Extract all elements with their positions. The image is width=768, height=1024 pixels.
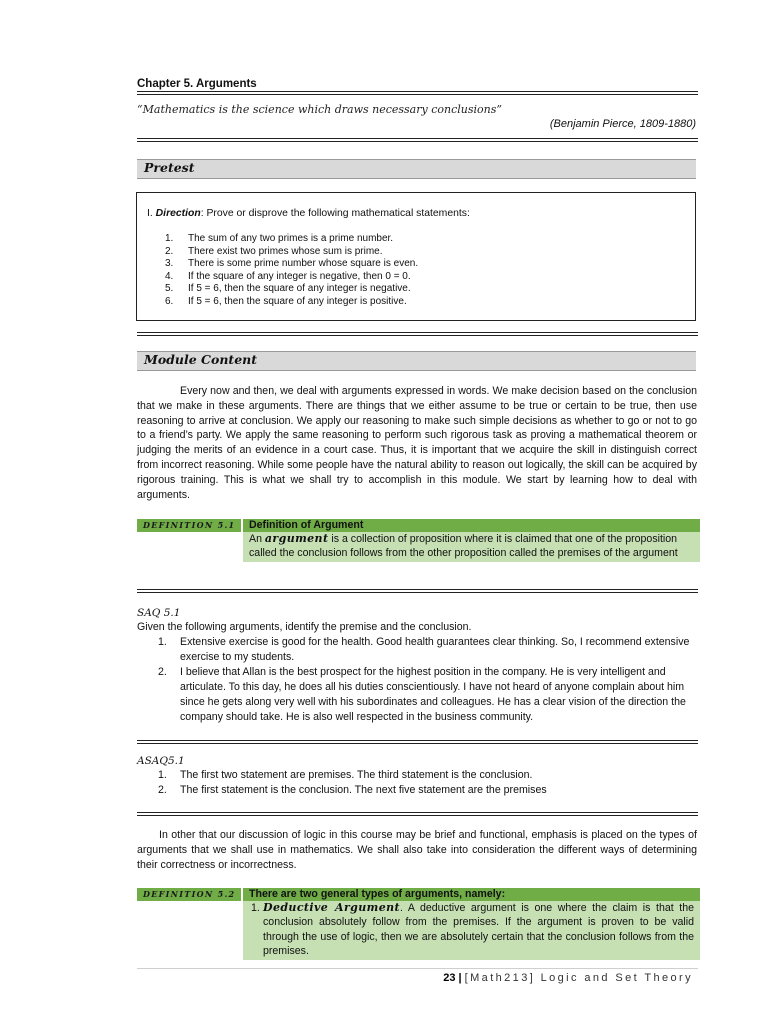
module-heading xyxy=(137,351,696,371)
course-title: [Math213] Logic and Set Theory xyxy=(464,972,693,984)
item-number: 4. xyxy=(165,270,174,282)
definition-text: . A deductive argument is one where the claim is that the conclusion absolutely follow from the premises. If the argument is proven to be valid through the use of logic, then we are absolutely certain that the conclusion follows from the premises. xyxy=(263,902,694,958)
definition-body xyxy=(241,532,700,562)
page-number: 23 xyxy=(443,972,456,984)
page-footer xyxy=(443,971,693,986)
list-item xyxy=(158,783,698,798)
list-item xyxy=(165,271,418,284)
direction-prefix: I. xyxy=(147,208,156,219)
item-number: 2. xyxy=(158,666,167,678)
footer-divider xyxy=(137,968,698,969)
definition-5-2 xyxy=(137,888,700,960)
list-item xyxy=(165,258,418,271)
epigraph-divider xyxy=(137,138,698,142)
item-text: If 5 = 6, then the square of any integer is positive. xyxy=(188,295,407,307)
definition-item-text xyxy=(263,901,694,959)
definition-title: There are two general types of arguments, namely: xyxy=(241,888,700,901)
list-item xyxy=(165,233,418,246)
list-item xyxy=(158,635,698,665)
definition-title: Definition of Argument xyxy=(241,519,700,532)
module-title: Module Content xyxy=(144,352,258,367)
item-text: The first two statement are premises. The third statement is the conclusion. xyxy=(180,769,533,781)
item-text: The first statement is the conclusion. The next five statement are the premises xyxy=(180,784,547,796)
definition-tag: DEFINITION 5.2 xyxy=(137,888,241,901)
item-number: 1. xyxy=(158,769,167,781)
pretest-divider xyxy=(137,332,698,336)
types-paragraph: In other that our discussion of logic in this course may be brief and functional, emphasis is placed on the types of arguments that we shall use in mathematics. We shall also take into consideration the different ways of determining their correctness or incorrectness. xyxy=(137,829,697,871)
definition-5-1 xyxy=(137,519,700,562)
saq-list xyxy=(158,635,698,725)
definition-text: is a collection of proposition where it is claimed that one of the proposition called the conclusion follows from the other proposition called the premises of the argument xyxy=(249,533,678,560)
item-text: There is some prime number whose square is even. xyxy=(188,258,419,269)
item-number: 2. xyxy=(165,245,174,257)
asaq-list xyxy=(158,768,698,798)
saq-divider xyxy=(137,740,698,744)
item-text: I believe that Allan is the best prospect for the highest position in the company. He is very intelligent and articulate. To this day, he does all his duties conscientiously. I have not heard of anyone complain about him since he gets along very well with his subordinates and colleagues. He has a clear vision of the direction the company should take. He is also well respected in the business community. xyxy=(180,666,686,723)
list-item xyxy=(165,283,418,296)
module-intro-paragraph: Every now and then, we deal with arguments expressed in words. We make decision based on the conclusion that we make in these arguments. There are things that we either assume to be true or certain to be true, then use reasoning to arrive at conclusion. We apply our reasoning to make such simple decisions as whether to go or not to go to a friend’s party. We apply the same reasoning to perform such rigorous task as proving a mathematical theorem or judging the merits of an evidence in a court case. Thus, it is important that we acquire the skill in distinguish correct from incorrect reasoning. While some people have the natural ability to reason out logically, the skill can be acquired by rigorous training. This is what we shall try to accomplish in this module. We start by learning how to deal with arguments. xyxy=(137,385,697,501)
item-text: The sum of any two primes is a prime number. xyxy=(188,233,394,244)
asaq-divider xyxy=(137,812,698,816)
chapter-title: Chapter 5. Arguments xyxy=(137,78,257,90)
item-text: Extensive exercise is good for the health. Good health guarantees clear thinking. So, I recommend extensive exercise to my students. xyxy=(180,636,690,663)
item-number: 2. xyxy=(158,784,167,796)
definition-term: argument xyxy=(264,532,329,545)
definition-term: Deductive Argument xyxy=(263,901,400,914)
epigraph-quote: “Mathematics is the science which draws necessary conclusions” xyxy=(137,103,502,116)
item-text: There exist two primes whose sum is prime. xyxy=(188,245,383,257)
pretest-heading xyxy=(137,159,696,179)
item-number: 5. xyxy=(165,283,174,294)
list-item xyxy=(158,665,698,725)
saq-instruction: Given the following arguments, identify the premise and the conclusion. xyxy=(137,621,472,633)
item-text: If the square of any integer is negative, then 0 = 0. xyxy=(188,270,411,282)
list-item xyxy=(158,768,698,783)
definition-body xyxy=(241,901,700,960)
pretest-box xyxy=(136,192,696,321)
pretest-list xyxy=(165,233,418,308)
item-number: 6. xyxy=(165,295,174,307)
item-number: 1. xyxy=(165,233,174,244)
epigraph-attribution: (Benjamin Pierce, 1809-1880) xyxy=(549,118,696,130)
list-item xyxy=(165,296,418,309)
pretest-title: Pretest xyxy=(144,160,195,175)
item-text: If 5 = 6, then the square of any integer is negative. xyxy=(188,283,411,294)
definition-divider xyxy=(137,589,698,593)
asaq-label: ASAQ5.1 xyxy=(137,755,185,767)
item-number: 1. xyxy=(158,636,167,648)
direction-label: Direction xyxy=(155,208,201,219)
definition-prefix: An xyxy=(249,533,265,545)
saq-label: SAQ 5.1 xyxy=(137,607,181,619)
footer-separator: | xyxy=(455,972,465,984)
header-divider xyxy=(137,91,698,95)
list-item xyxy=(165,246,418,259)
pretest-direction xyxy=(147,207,470,222)
definition-item-number: 1. xyxy=(251,902,260,914)
definition-tag: DEFINITION 5.1 xyxy=(137,519,241,532)
item-number: 3. xyxy=(165,258,174,269)
direction-text: : Prove or disprove the following mathematical statements: xyxy=(200,208,470,219)
